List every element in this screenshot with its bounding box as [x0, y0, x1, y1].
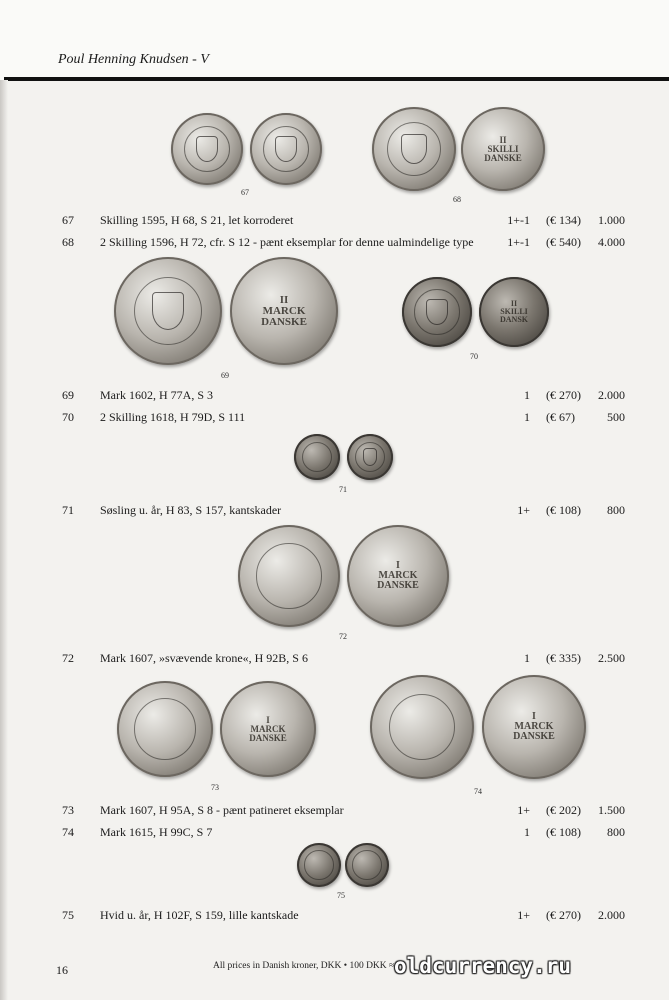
lot-euro-estimate: (€ 270): [546, 388, 581, 402]
lot-euro-estimate: (€ 540): [546, 235, 581, 249]
lot-number: 68: [62, 235, 74, 249]
lot-price: 500: [607, 410, 625, 424]
coin-75-obverse: [297, 843, 341, 887]
coin-74-reverse: I MARCK DANSKE: [482, 675, 586, 779]
lot-grade: 1+: [517, 803, 530, 817]
lot-euro-estimate: (€ 67): [546, 410, 575, 424]
lot-description: Mark 1607, »svævende krone«, H 92B, S 6: [100, 651, 308, 665]
lot-row: [0, 651, 669, 667]
lot-price: 1.500: [598, 803, 625, 817]
lot-number: 74: [62, 825, 74, 839]
lot-description: Søsling u. år, H 83, S 157, kantskader: [100, 503, 282, 517]
lot-row: [0, 235, 669, 251]
lot-description: 2 Skilling 1618, H 79D, S 111: [100, 410, 246, 424]
coin-caption-72: 72: [339, 632, 347, 641]
coin-73-reverse: I MARCK DANSKE: [220, 681, 316, 777]
coin-caption-70: 70: [470, 352, 478, 361]
lot-grade: 1+-1: [507, 235, 530, 249]
lot-description: 2 Skilling 1596, H 72, cfr. S 12 - pænt eksemplar for denne ualmindelige type: [100, 235, 474, 249]
coin-caption-68: 68: [453, 195, 461, 204]
lot-description: Mark 1615, H 99C, S 7: [100, 825, 213, 839]
lot-grade: 1+-1: [507, 213, 530, 227]
coin-67-reverse: [250, 113, 322, 185]
lot-row: [0, 388, 669, 404]
lot-euro-estimate: (€ 202): [546, 803, 581, 817]
lot-row: [0, 213, 669, 229]
lot-price: 2.000: [598, 388, 625, 402]
lot-number: 75: [62, 908, 74, 922]
currency-note: All prices in Danish kroner, DKK • 100 DKK ≈: [213, 961, 395, 971]
lot-price: 4.000: [598, 235, 625, 249]
site-watermark: oldcurrency.ru: [394, 954, 572, 978]
lot-row: [0, 410, 669, 426]
coin-69-reverse: II MARCK DANSKE: [230, 257, 338, 365]
lot-euro-estimate: (€ 108): [546, 503, 581, 517]
coin-caption-73: 73: [211, 783, 219, 792]
coin-caption-74: 74: [474, 787, 482, 796]
lot-number: 71: [62, 503, 74, 517]
page-header: [0, 0, 669, 80]
lot-grade: 1+: [517, 503, 530, 517]
coin-caption-69: 69: [221, 371, 229, 380]
coin-caption-71: 71: [339, 485, 347, 494]
lot-price: 1.000: [598, 213, 625, 227]
coin-75-reverse: [345, 843, 389, 887]
lot-grade: 1: [524, 410, 530, 424]
lot-euro-estimate: (€ 134): [546, 213, 581, 227]
lot-euro-estimate: (€ 108): [546, 825, 581, 839]
coin-70-obverse: [402, 277, 472, 347]
coin-68-reverse: II SKILLI DANSKE: [461, 107, 545, 191]
coin-caption-75: 75: [337, 891, 345, 900]
header-rule: [4, 77, 669, 81]
lot-euro-estimate: (€ 270): [546, 908, 581, 922]
lot-row: [0, 503, 669, 519]
lot-grade: 1: [524, 388, 530, 402]
lot-grade: 1+: [517, 908, 530, 922]
coin-70-reverse: II SKILLI DANSK: [479, 277, 549, 347]
coin-68-obverse: [372, 107, 456, 191]
coin-71-reverse: [347, 434, 393, 480]
lot-number: 67: [62, 213, 74, 227]
lot-price: 800: [607, 503, 625, 517]
lot-description: Skilling 1595, H 68, S 21, let korroderet: [100, 213, 294, 227]
coin-72-obverse: [238, 525, 340, 627]
lot-grade: 1: [524, 825, 530, 839]
lot-description: Mark 1607, H 95A, S 8 - pænt patineret eksemplar: [100, 803, 344, 817]
lot-euro-estimate: (€ 335): [546, 651, 581, 665]
lot-row: [0, 908, 669, 924]
coin-69-obverse: [114, 257, 222, 365]
catalog-title: Poul Henning Knudsen - V: [58, 52, 209, 67]
coin-67-obverse: [171, 113, 243, 185]
coin-74-obverse: [370, 675, 474, 779]
lot-row: [0, 803, 669, 819]
lot-number: 72: [62, 651, 74, 665]
lot-row: [0, 825, 669, 841]
coin-caption-67: 67: [241, 188, 249, 197]
lot-number: 70: [62, 410, 74, 424]
lot-grade: 1: [524, 651, 530, 665]
coin-72-reverse: I MARCK DANSKE: [347, 525, 449, 627]
lot-number: 73: [62, 803, 74, 817]
lot-description: Hvid u. år, H 102F, S 159, lille kantskade: [100, 908, 299, 922]
lot-price: 2.000: [598, 908, 625, 922]
page-number: 16: [56, 963, 68, 977]
lot-price: 800: [607, 825, 625, 839]
coin-71-obverse: [294, 434, 340, 480]
lot-description: Mark 1602, H 77A, S 3: [100, 388, 213, 402]
coin-73-obverse: [117, 681, 213, 777]
lot-price: 2.500: [598, 651, 625, 665]
lot-number: 69: [62, 388, 74, 402]
